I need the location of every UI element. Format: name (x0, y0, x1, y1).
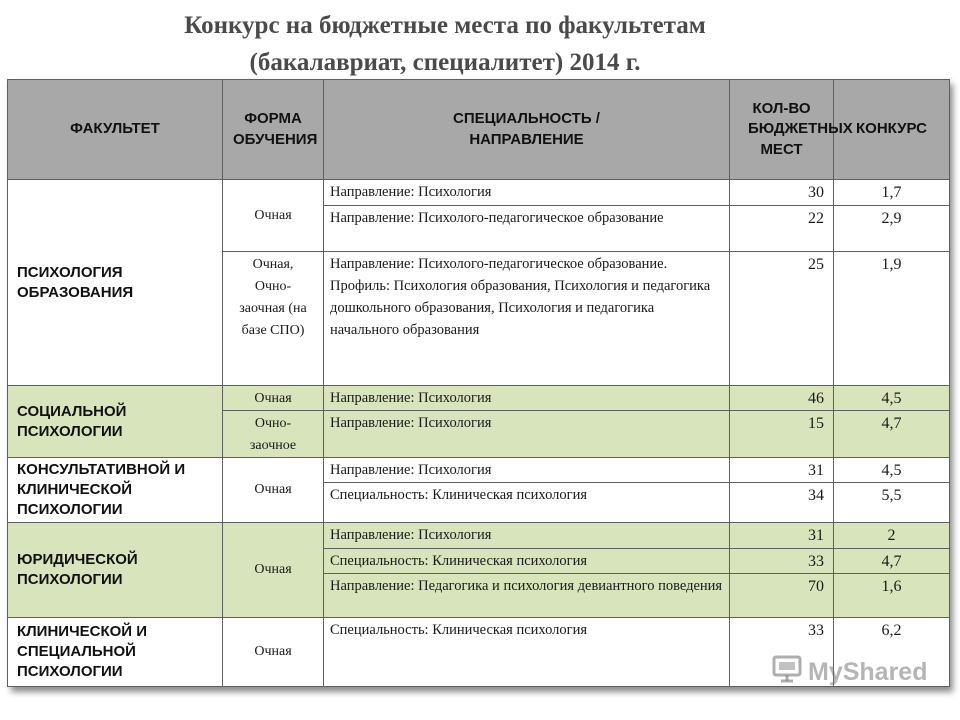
header-places: КОЛ-ВО БЮДЖЕТНЫХ МЕСТ (730, 80, 834, 180)
header-faculty: ФАКУЛЬТЕТ (8, 80, 223, 180)
faculty-cell: СОЦИАЛЬНОЙ ПСИХОЛОГИИ (8, 386, 223, 458)
form-cell: Очная, Очно-заочная (на базе СПО) (223, 252, 324, 386)
specialty-cell: Специальность: Клиническая психология (324, 483, 730, 523)
places-cell: 22 (730, 206, 834, 252)
specialty-cell: Направление: Психология (324, 458, 730, 483)
places-cell: 70 (730, 574, 834, 618)
table-row (8, 386, 950, 411)
form-cell: Очная (223, 386, 324, 411)
competition-cell: 1,9 (834, 252, 950, 386)
form-cell: Очная (223, 180, 324, 252)
competition-cell: 5,5 (834, 483, 950, 523)
places-cell: 30 (730, 180, 834, 206)
specialty-cell: Специальность: Клиническая психология (324, 618, 730, 687)
table-row (8, 458, 950, 483)
specialty-cell: Направление: Психология (324, 411, 730, 458)
table-header-row (8, 80, 950, 180)
faculty-cell: ЮРИДИЧЕСКОЙ ПСИХОЛОГИИ (8, 523, 223, 618)
watermark (772, 655, 942, 689)
places-cell: 31 (730, 523, 834, 549)
competition-cell: 1,6 (834, 574, 950, 618)
title-line-1: Конкурс на бюджетные места по факультетам (184, 12, 706, 39)
faculty-cell: ПСИХОЛОГИЯ ОБРАЗОВАНИЯ (8, 180, 223, 386)
competition-cell: 6,2 (834, 618, 950, 687)
competition-cell: 4,7 (834, 411, 950, 458)
header-competition: КОНКУРС (834, 80, 950, 180)
competition-cell: 2,9 (834, 206, 950, 252)
form-cell: Очная (223, 618, 324, 687)
form-cell: Очная (223, 458, 324, 523)
page-title (0, 7, 890, 81)
specialty-cell: Направление: Психология (324, 180, 730, 206)
competition-cell: 4,7 (834, 549, 950, 574)
competition-cell: 2 (834, 523, 950, 549)
specialty-cell: Специальность: Клиническая психология (324, 549, 730, 574)
presentation-icon (772, 654, 802, 691)
specialty-cell: Направление: Психолого-педагогическое образование (324, 206, 730, 252)
specialty-cell: Направление: Психолого-педагогическое образование. Профиль: Психология образования, Психология и педагогика дошкольного образования, Психология и педагогика начального образования (324, 252, 730, 386)
title-line-2: (бакалавриат, специалитет) 2014 г. (249, 49, 641, 76)
competition-table (7, 79, 950, 687)
places-cell: 33 (730, 618, 834, 687)
specialty-cell: Направление: Педагогика и психология девиантного поведения (324, 574, 730, 618)
places-cell: 31 (730, 458, 834, 483)
header-form: ФОРМА ОБУЧЕНИЯ (223, 80, 324, 180)
places-cell: 25 (730, 252, 834, 386)
competition-cell: 4,5 (834, 386, 950, 411)
faculty-cell: КЛИНИЧЕСКОЙ И СПЕЦИАЛЬНОЙ ПСИХОЛОГИИ (8, 618, 223, 687)
table-row (8, 523, 950, 549)
form-cell: Очно-заочное (223, 411, 324, 458)
competition-cell: 4,5 (834, 458, 950, 483)
places-cell: 34 (730, 483, 834, 523)
header-specialty: СПЕЦИАЛЬНОСТЬ / НАПРАВЛЕНИЕ (324, 80, 730, 180)
places-cell: 46 (730, 386, 834, 411)
specialty-cell: Направление: Психология (324, 523, 730, 549)
table-row (8, 180, 950, 206)
form-cell: Очная (223, 523, 324, 618)
specialty-cell: Направление: Психология (324, 386, 730, 411)
competition-cell: 1,7 (834, 180, 950, 206)
competition-table-wrapper (7, 79, 949, 687)
watermark-text: MyShared (808, 657, 928, 686)
places-cell: 33 (730, 549, 834, 574)
places-cell: 15 (730, 411, 834, 458)
faculty-cell: КОНСУЛЬТАТИВНОЙ И КЛИНИЧЕСКОЙ ПСИХОЛОГИИ (8, 458, 223, 523)
